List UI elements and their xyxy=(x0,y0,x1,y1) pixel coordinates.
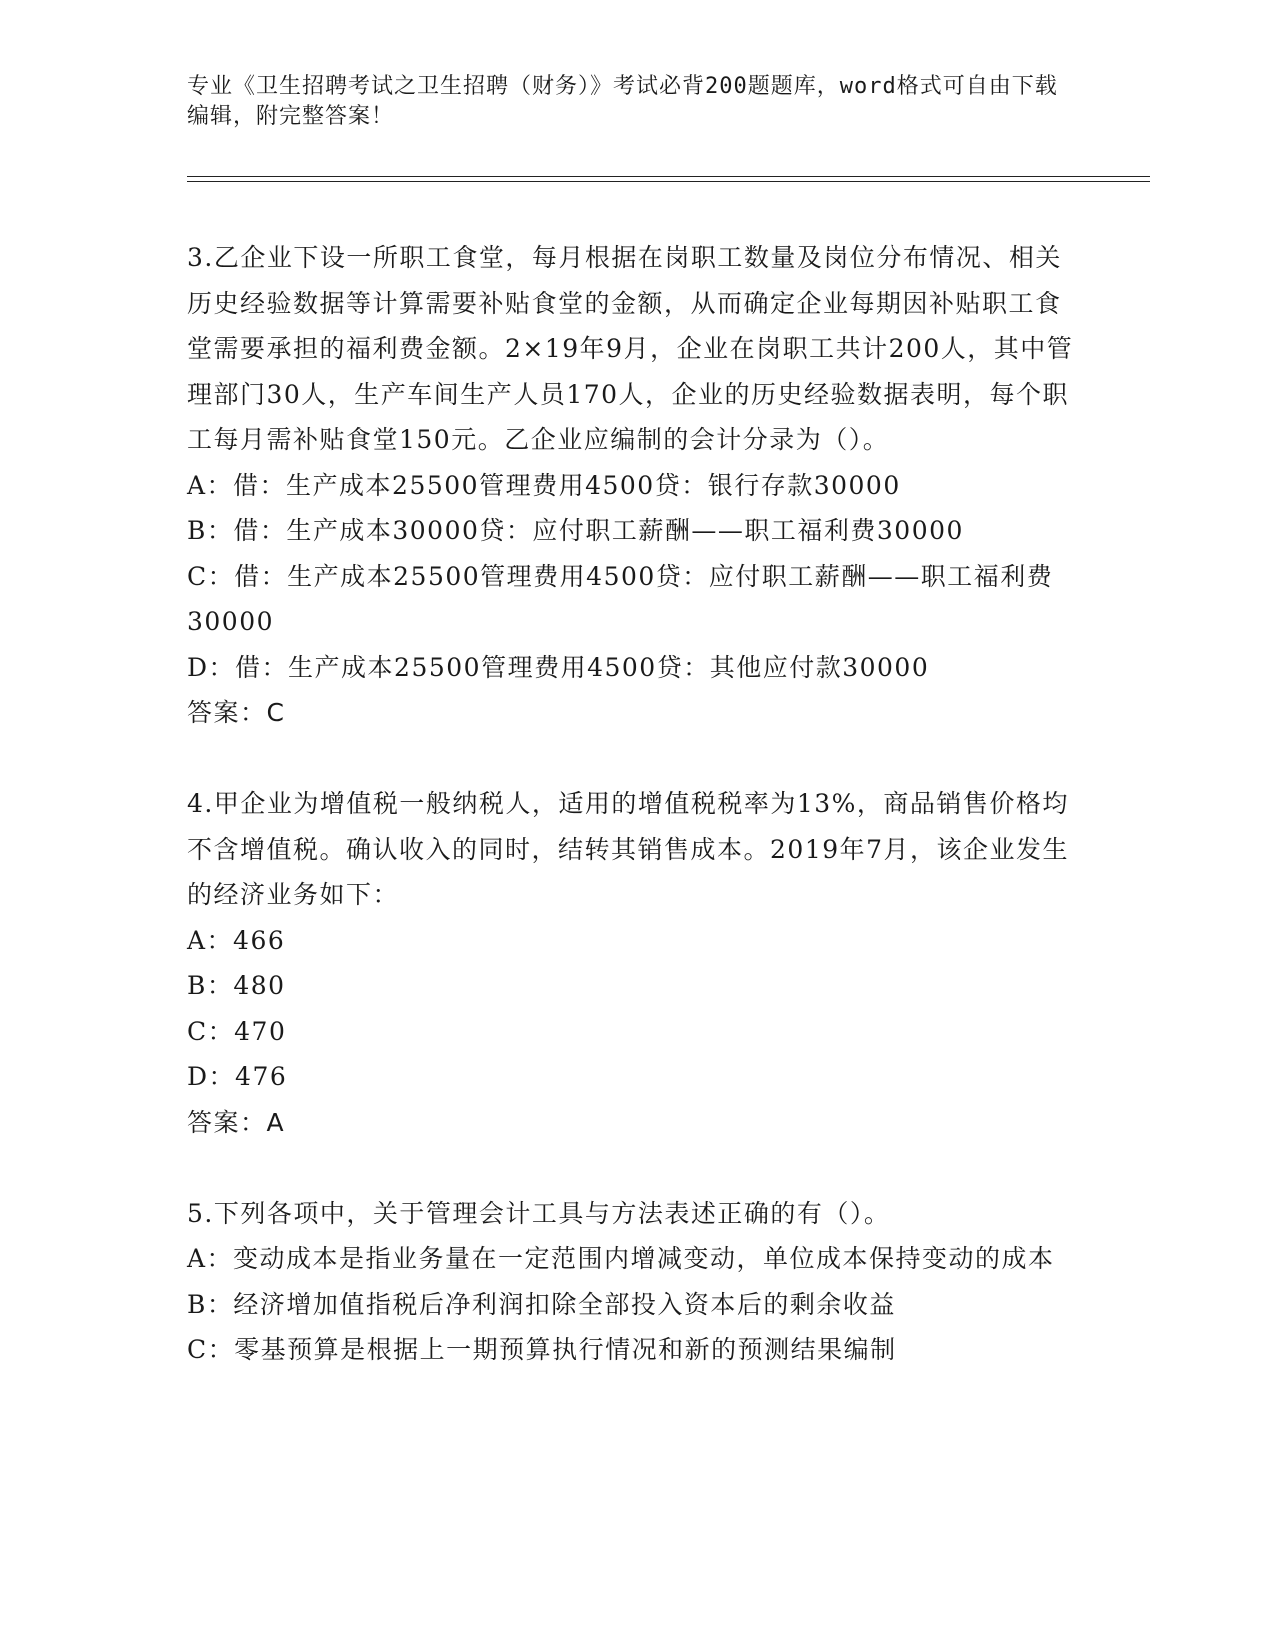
question-separator xyxy=(187,1145,1087,1191)
answer-line: 答案：C xyxy=(187,698,286,727)
option-c: C：470 xyxy=(187,1016,287,1046)
option-c: C：零基预算是根据上一期预算执行情况和新的预测结果编制 xyxy=(187,1335,897,1364)
option-a: A：466 xyxy=(187,925,286,955)
document-header: 专业《卫生招聘考试之卫生招聘（财务）》考试必背200题题库，word格式可自由下载编辑，附完整答案！ xyxy=(187,74,1058,129)
answer-line: 答案：A xyxy=(187,1107,286,1137)
option-b: B：经济增加值指税后净利润扣除全部投入资本后的剩余收益 xyxy=(187,1289,896,1319)
option-b: B：480 xyxy=(187,971,286,1000)
question-separator xyxy=(187,736,1087,782)
option-b: B：借：生产成本30000贷：应付职工薪酬——职工福利费30000 xyxy=(187,516,964,545)
question-4 xyxy=(187,781,1087,1145)
option-d: D：476 xyxy=(187,1062,288,1091)
question-3 xyxy=(187,235,1087,736)
question-stem: 5.下列各项中，关于管理会计工具与方法表述正确的有（）。 xyxy=(187,1198,891,1228)
question-stem: 3.乙企业下设一所职工食堂，每月根据在岗职工数量及岗位分布情况、相关历史经验数据等计算需要补贴食堂的金额，从而确定企业每期因补贴职工食堂需要承担的福利费金额。2×19年9月，企业在岗职工共计200人，其中管理部门30人，生产车间生产人员170人，企业的历史经验数据表明，每个职工每月需补贴食堂150元。乙企业应编制的会计分录为（）。 xyxy=(187,243,1074,454)
option-a: A：变动成本是指业务量在一定范围内增减变动，单位成本保持变动的成本 xyxy=(187,1244,1055,1273)
option-a: A：借：生产成本25500管理费用4500贷：银行存款30000 xyxy=(187,470,901,500)
header-divider-top xyxy=(187,176,1150,177)
question-list xyxy=(187,235,1087,1373)
header-divider-bottom xyxy=(187,181,1150,182)
question-stem: 4.甲企业为增值税一般纳税人，适用的增值税税率为13%，商品销售价格均不含增值税。确认收入的同时，结转其销售成本。2019年7月，该企业发生的经济业务如下： xyxy=(187,789,1070,909)
option-d: D：借：生产成本25500管理费用4500贷：其他应付款30000 xyxy=(187,652,930,682)
option-c: C：借：生产成本25500管理费用4500贷：应付职工薪酬——职工福利费30000 xyxy=(187,561,1054,636)
question-5 xyxy=(187,1191,1087,1373)
